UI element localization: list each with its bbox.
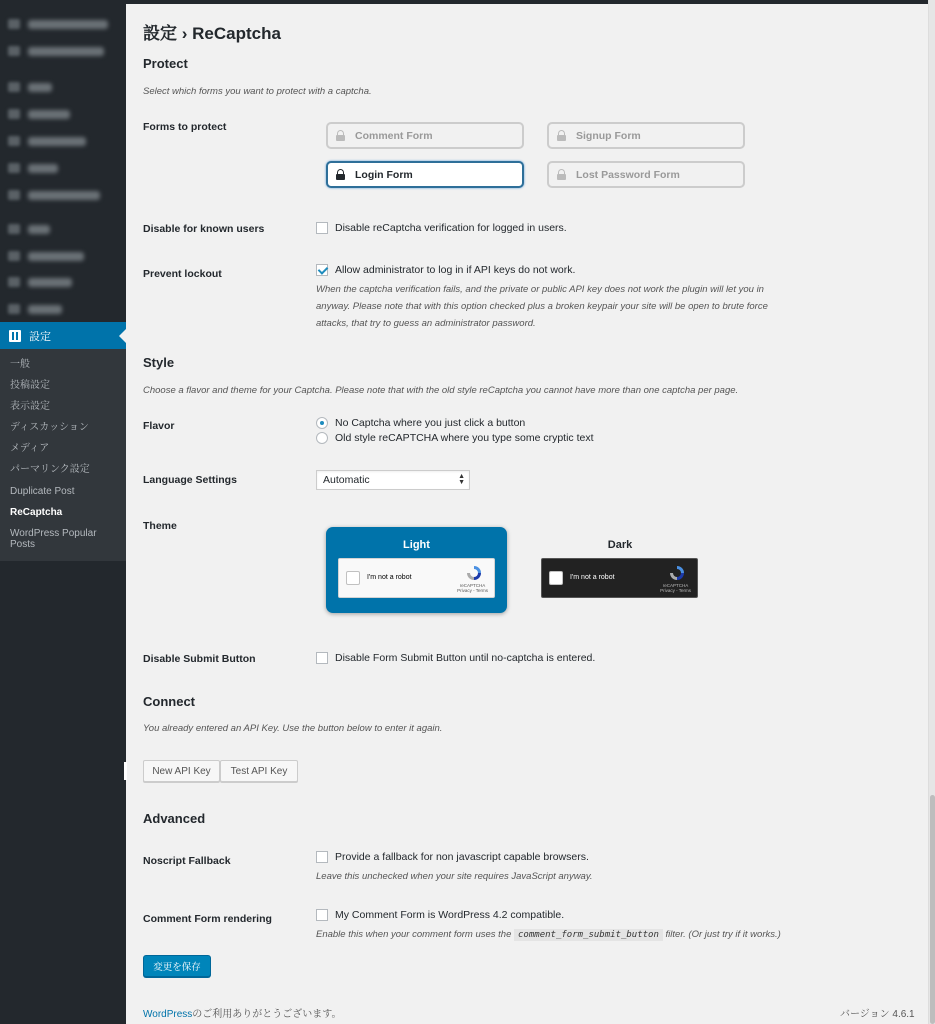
sidebar-item-blurred[interactable] [0,245,126,267]
new-api-key-button[interactable]: New API Key [143,760,220,782]
settings-submenu [0,349,126,561]
noscript-fallback-label: Noscript Fallback [143,855,231,867]
flavor-option-nocaptcha[interactable]: No Captcha where you just click a button [316,417,525,429]
flavor-radio[interactable] [316,417,328,429]
recaptcha-checkbox [346,571,360,585]
select-arrows-icon: ▲ ▼ [458,473,465,486]
recaptcha-checkbox [549,571,563,585]
blurred-icon [8,163,20,173]
blurred-icon [8,224,20,234]
theme-light-title: Light [403,539,430,551]
signup-form-toggle[interactable] [547,122,745,149]
lock-icon [336,169,345,180]
sidebar-item-blurred[interactable] [0,13,126,35]
recaptcha-brand: reCAPTCHA Privacy - Terms [660,583,691,593]
style-heading: Style [143,355,175,370]
login-form-toggle[interactable] [326,161,524,188]
test-api-key-button[interactable]: Test API Key [220,760,298,782]
sidebar-item-label: 設定 [29,330,51,343]
noscript-fallback-checkbox[interactable] [316,851,328,863]
protect-description: Select which forms you want to protect with a captcha. [143,86,372,97]
connect-description: You already entered an API Key. Use the button below to enter it again. [143,723,443,734]
sidebar-item-blurred[interactable] [0,298,126,320]
disable-submit-label: Disable Submit Button [143,653,256,665]
save-changes-button[interactable]: 変更を保存 [143,955,211,977]
language-select[interactable]: Automatic ▲ ▼ [316,470,470,490]
option-text: Disable reCaptcha verification for logged in users. [335,222,567,234]
sidebar-item-blurred[interactable] [0,157,126,179]
sidebar-item-settings[interactable] [0,322,126,349]
disable-known-users-option[interactable] [316,222,567,234]
wordpress-link[interactable]: WordPress [143,1009,193,1020]
lock-icon [557,169,566,180]
option-text: Allow administrator to log in if API keys do not work. [335,264,576,276]
footer-version: バージョン 4.6.1 [840,1009,915,1020]
form-toggle-label: Comment Form [355,129,433,142]
settings-sliders-icon [9,330,21,342]
disable-submit-checkbox[interactable] [316,652,328,664]
noscript-fallback-help: Leave this unchecked when your site requires JavaScript anyway. [316,871,593,882]
submenu-item-discussion[interactable]: ディスカッション [10,422,89,433]
blurred-icon [8,190,20,200]
submenu-item-reading[interactable]: 表示設定 [10,401,50,412]
blurred-icon [8,251,20,261]
recaptcha-preview-dark: I'm not a robot reCAPTCHA Privacy - Terms [541,558,698,598]
sidebar-item-blurred[interactable] [0,218,126,240]
blurred-icon [8,46,20,56]
prevent-lockout-label: Prevent lockout [143,268,222,280]
blurred-icon [8,304,20,314]
noscript-fallback-option[interactable]: Provide a fallback for non javascript capable browsers. [316,851,589,863]
submenu-item-general[interactable]: 一般 [10,359,30,370]
current-menu-arrow [119,329,126,343]
flavor-radio[interactable] [316,432,328,444]
form-toggle-label: Login Form [355,168,413,181]
submenu-item-media[interactable]: メディア [10,443,50,454]
lost-password-form-toggle[interactable] [547,161,745,188]
disable-submit-option[interactable]: Disable Form Submit Button until no-captcha is entered. [316,652,595,664]
recaptcha-preview-light: I'm not a robot reCAPTCHA Privacy - Terms [338,558,495,598]
recaptcha-brand: reCAPTCHA Privacy - Terms [457,583,488,593]
comment-form-rendering-option[interactable]: My Comment Form is WordPress 4.2 compatible. [316,909,564,921]
advanced-heading: Advanced [143,811,206,826]
blurred-icon [8,277,20,287]
connect-heading: Connect [143,694,195,709]
flavor-label: Flavor [143,420,175,432]
theme-dark-title: Dark [607,539,633,551]
blurred-icon [8,82,20,92]
style-description: Choose a flavor and theme for your Captcha. Please note that with the old style reCaptcha you cannot have more than one captcha per page. [143,385,739,396]
comment-form-toggle[interactable] [326,122,524,149]
blurred-icon [8,109,20,119]
submenu-item-writing[interactable]: 投稿設定 [10,380,50,391]
submenu-item-popular-posts[interactable]: WordPress Popular Posts [10,528,97,550]
sidebar-item-blurred[interactable] [0,76,126,98]
forms-to-protect-label: Forms to protect [143,121,227,133]
sidebar-item-blurred[interactable] [0,40,126,62]
flavor-option-old-style[interactable]: Old style reCAPTCHA where you type some cryptic text [316,432,594,444]
form-toggle-label: Signup Form [576,129,641,142]
sidebar-item-blurred[interactable] [0,130,126,152]
theme-option-dark[interactable] [541,527,699,613]
theme-label: Theme [143,520,177,532]
protect-heading: Protect [143,56,188,71]
form-toggle-label: Lost Password Form [576,168,680,181]
comment-form-rendering-label: Comment Form rendering [143,913,272,925]
prevent-lockout-checkbox[interactable] [316,264,328,276]
code-snippet: comment_form_submit_button [514,929,663,941]
scrollbar-thumb[interactable] [930,795,935,1024]
submenu-item-permalinks[interactable]: パーマリンク設定 [10,464,90,475]
page-title: 設定 › ReCaptcha [143,24,281,43]
disable-known-users-label: Disable for known users [143,223,265,235]
lock-icon [557,130,566,141]
comment-form-rendering-checkbox[interactable] [316,909,328,921]
admin-sidebar [0,0,126,1024]
submenu-item-recaptcha[interactable]: ReCaptcha [10,507,63,518]
page-scrollbar[interactable] [928,0,935,1024]
recaptcha-logo-icon [669,565,685,581]
footer-credit: WordPressのご利用ありがとうございます。 [143,1009,342,1020]
language-settings-label: Language Settings [143,474,237,486]
recaptcha-logo-icon [466,565,482,581]
prevent-lockout-option[interactable] [316,264,575,276]
admin-top-bar [0,0,935,4]
comment-form-rendering-help: Enable this when your comment form uses the comment_form_submit_button filter. (Or just try if it works.) [316,929,781,940]
submenu-item-duplicate-post[interactable]: Duplicate Post [10,486,75,497]
disable-known-users-checkbox[interactable] [316,222,328,234]
prevent-lockout-help: When the captcha verification fails, and the private or public API key does not work the plugin will let you in anyway. Please note that with this option checked plus a broken keypair your site will be open to brute force attacks, that try to guess an administrator password. [316,284,768,329]
sidebar-item-blurred[interactable] [0,184,126,206]
sidebar-item-blurred[interactable] [0,103,126,125]
theme-option-light[interactable] [326,527,507,613]
sidebar-item-blurred[interactable] [0,271,126,293]
blurred-icon [8,19,20,29]
blurred-icon [8,136,20,146]
lock-icon [336,130,345,141]
